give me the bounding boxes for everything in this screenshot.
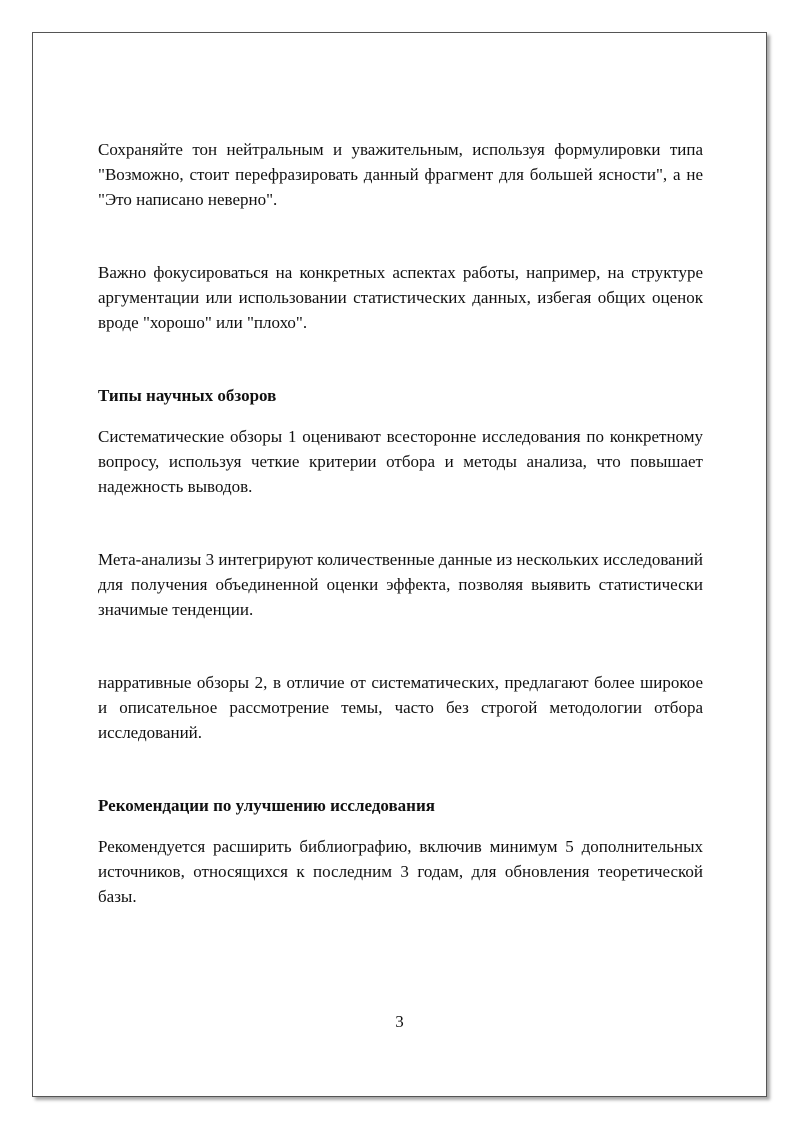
page-number: 3 xyxy=(395,1012,404,1031)
page-content xyxy=(98,137,703,909)
paragraph-narrative-reviews: нарративные обзоры 2, в отличие от систематических, предлагают более широкое и описательное рассмотрение темы, часто без строгой методологии отбора исследований. xyxy=(98,673,703,742)
paragraph-systematic-reviews: Систематические обзоры 1 оценивают всесторонне исследования по конкретному вопросу, используя четкие критерии отбора и методы анализа, что повышает надежность выводов. xyxy=(98,427,703,496)
paragraph-tone-advice: Сохраняйте тон нейтральным и уважительным, используя формулировки типа "Возможно, стоит перефразировать данный фрагмент для большей ясности", а не "Это написано неверно". xyxy=(98,140,703,209)
heading-recommendations: Рекомендации по улучшению исследования xyxy=(98,796,435,815)
paragraph-meta-analyses: Мета-анализы 3 интегрируют количественные данные из нескольких исследований для получения объединенной оценки эффекта, позволяя выявить статистически значимые тенденции. xyxy=(98,550,703,619)
document-page xyxy=(32,32,767,1097)
heading-review-types: Типы научных обзоров xyxy=(98,386,277,405)
paragraph-bibliography-recommendation: Рекомендуется расширить библиографию, включив минимум 5 дополнительных источников, относящихся к последним 3 годам, для обновления теоретической базы. xyxy=(98,837,703,906)
paragraph-focus-advice: Важно фокусироваться на конкретных аспектах работы, например, на структуре аргументации или использовании статистических данных, избегая общих оценок вроде "хорошо" или "плохо". xyxy=(98,263,703,332)
